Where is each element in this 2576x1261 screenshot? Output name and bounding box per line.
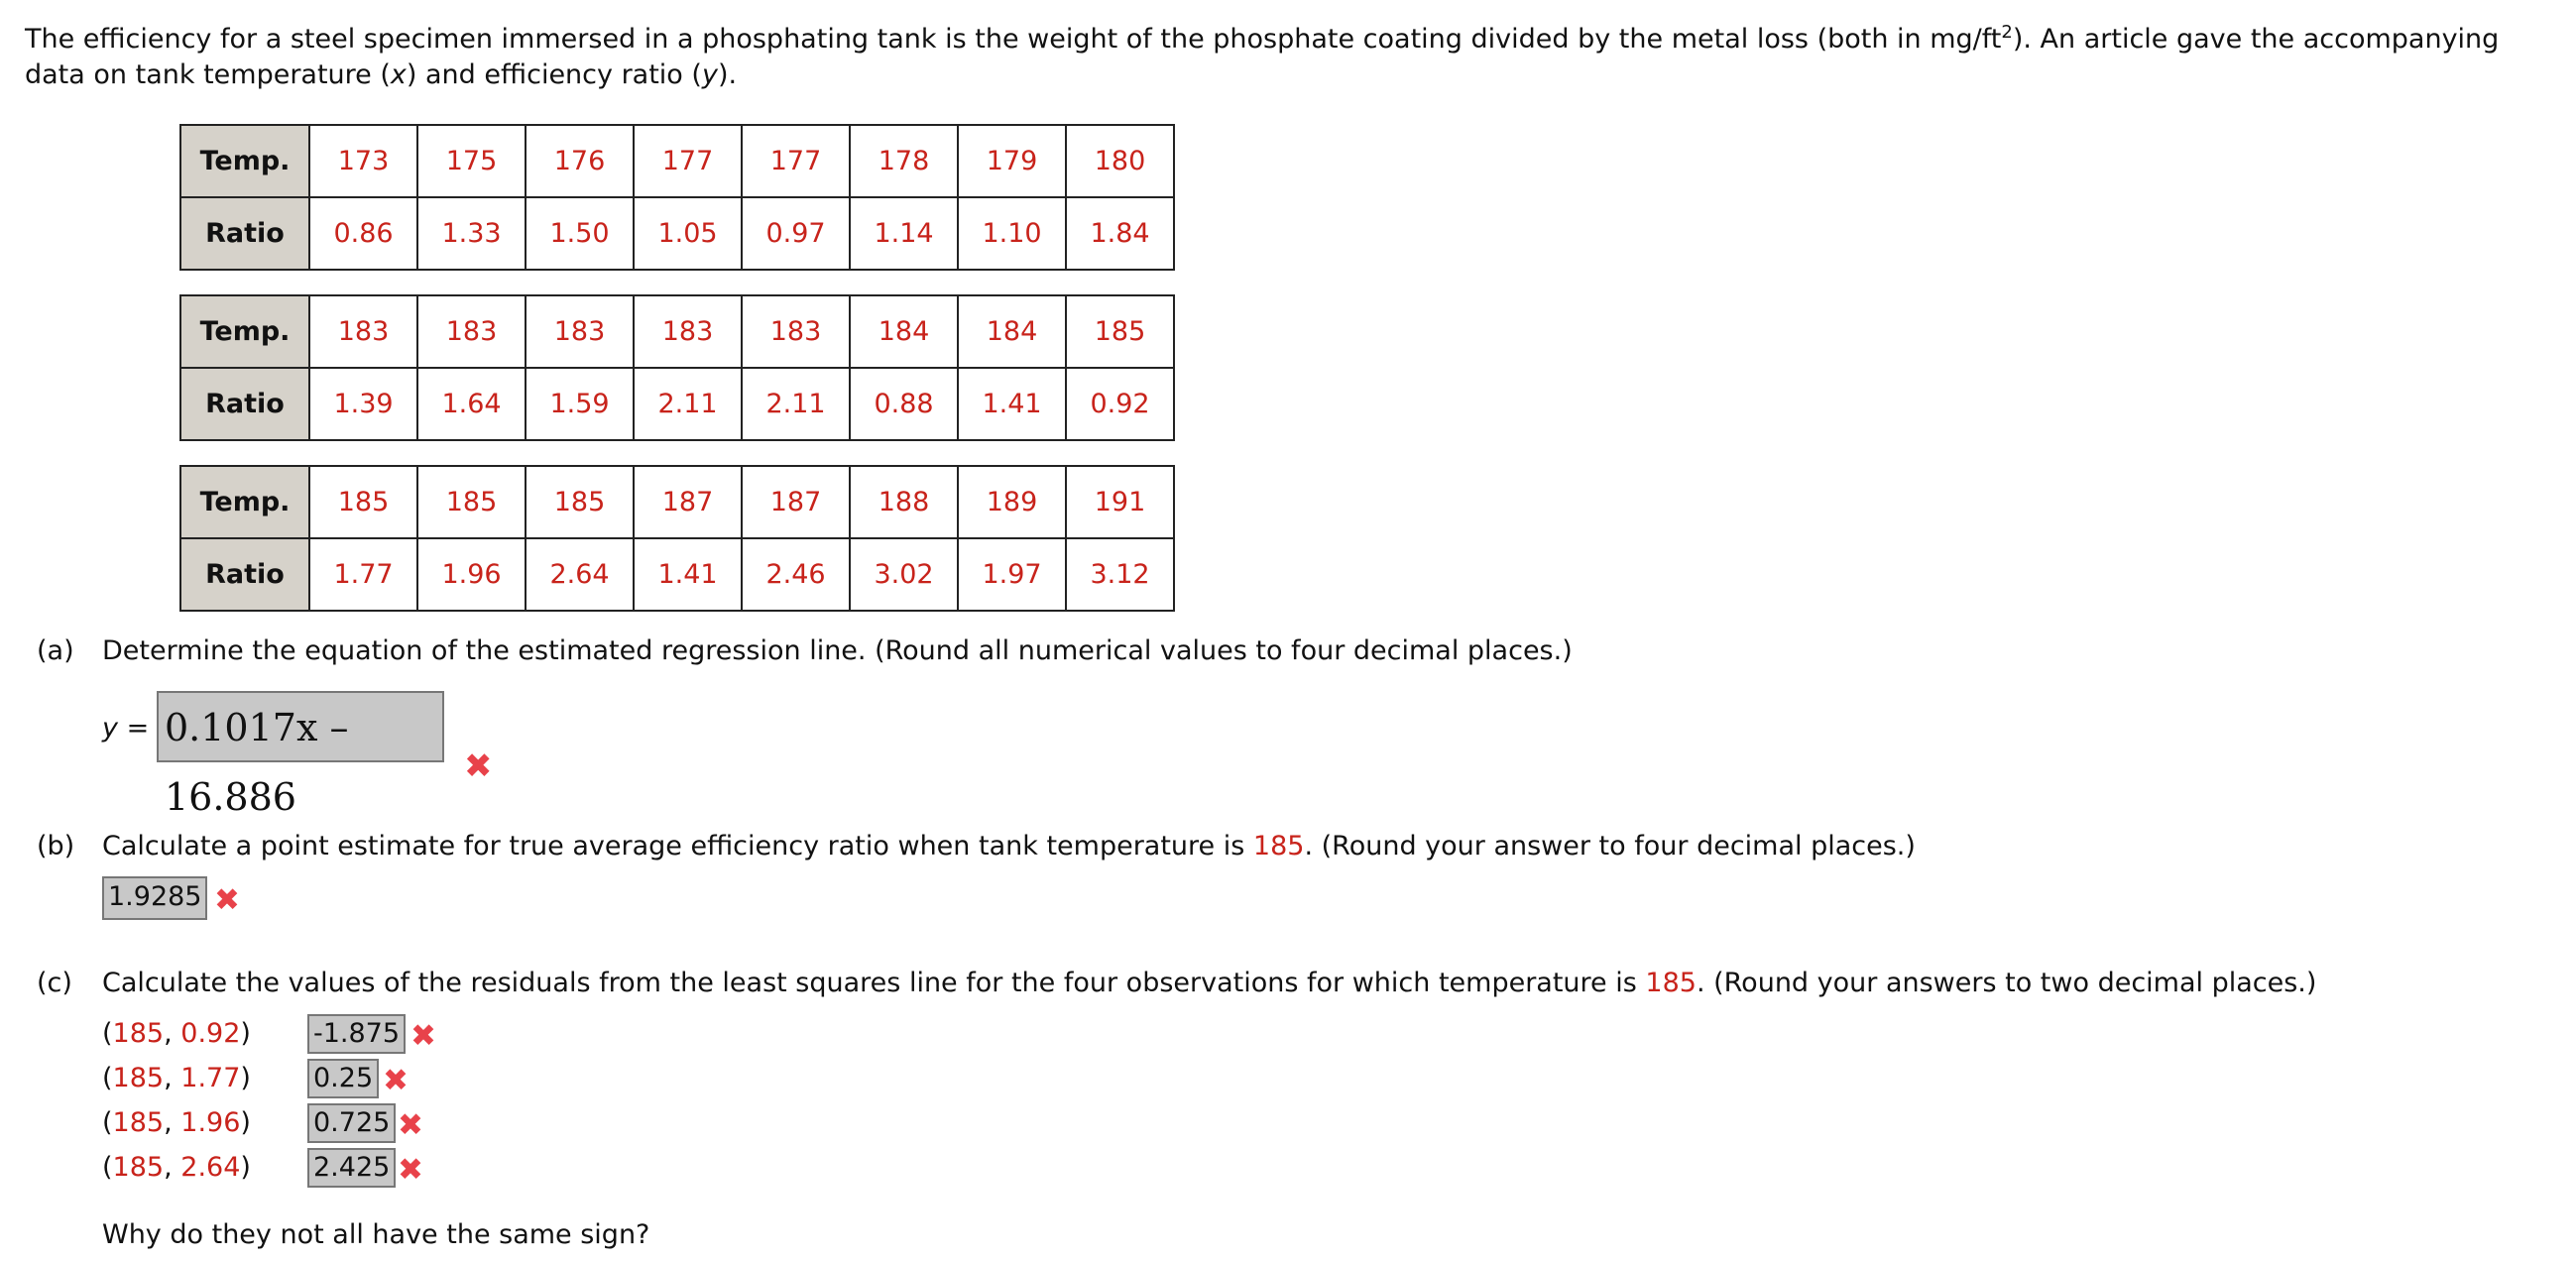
temp-cell: 183: [742, 295, 850, 368]
why-question: Why do they not all have the same sign?: [102, 1219, 650, 1250]
temp-cell: 185: [417, 466, 526, 538]
question-tag: (a): [37, 635, 74, 666]
question-text: Calculate the values of the residuals from the least squares line for the four observations for which temperature is: [102, 968, 1646, 998]
ratio-cell: 0.88: [850, 368, 958, 440]
ratio-row: [180, 538, 1174, 611]
intro-text: ). An article gave the accompanying data on tank temperature (: [25, 24, 2500, 90]
temp-cell: 185: [526, 466, 634, 538]
temp-cell: 183: [309, 295, 417, 368]
ratio-row-header: Ratio: [180, 538, 309, 611]
residual-answer[interactable]: -1.875: [307, 1014, 406, 1054]
intro-text: ) and efficiency ratio (: [406, 59, 702, 90]
temp-row: [180, 466, 1174, 538]
temp-cell: 184: [958, 295, 1066, 368]
incorrect-x-icon: ✖: [464, 746, 493, 786]
temp-row: [180, 295, 1174, 368]
ratio-cell: 0.97: [742, 197, 850, 270]
incorrect-x-icon: ✖: [383, 1063, 409, 1098]
regression-equation-answer[interactable]: 0.1017x – 16.886: [157, 691, 444, 762]
ratio-cell: 1.41: [634, 538, 742, 611]
incorrect-x-icon: ✖: [398, 1107, 423, 1143]
ratio-row-header: Ratio: [180, 197, 309, 270]
temp-cell: 184: [850, 295, 958, 368]
ratio-row-header: Ratio: [180, 368, 309, 440]
residual-answer[interactable]: 2.425: [307, 1148, 396, 1188]
question-tag: (b): [37, 831, 75, 861]
problem-statement: [25, 22, 2563, 93]
temp-cell: 179: [958, 125, 1066, 197]
temp-cell: 185: [1066, 295, 1174, 368]
variable-y: y: [701, 59, 718, 90]
ratio-row: [180, 368, 1174, 440]
observation-point: (185, 1.77): [102, 1063, 251, 1093]
question-c: [37, 968, 2316, 998]
ratio-row: [180, 197, 1174, 270]
temp-row-header: Temp.: [180, 466, 309, 538]
temp-cell: 176: [526, 125, 634, 197]
ratio-cell: 1.50: [526, 197, 634, 270]
ratio-cell: 0.92: [1066, 368, 1174, 440]
incorrect-x-icon: ✖: [410, 1018, 436, 1054]
question-a: [37, 635, 1573, 666]
ratio-cell: 1.41: [958, 368, 1066, 440]
temp-cell: 187: [634, 466, 742, 538]
temp-cell: 178: [850, 125, 958, 197]
temp-cell: 188: [850, 466, 958, 538]
temp-cell: 177: [634, 125, 742, 197]
equals-sign: =: [117, 713, 150, 744]
temp-row-header: Temp.: [180, 295, 309, 368]
temp-cell: 183: [634, 295, 742, 368]
temp-cell: 189: [958, 466, 1066, 538]
ratio-cell: 1.14: [850, 197, 958, 270]
temp-cell: 183: [526, 295, 634, 368]
temp-cell: 187: [742, 466, 850, 538]
temperature-value: 185: [1645, 968, 1697, 998]
residual-answer[interactable]: 0.25: [307, 1059, 379, 1098]
variable-y: y: [102, 713, 118, 744]
ratio-cell: 1.05: [634, 197, 742, 270]
temp-cell: 175: [417, 125, 526, 197]
point-estimate-answer[interactable]: 1.9285: [102, 876, 207, 920]
ratio-cell: 1.84: [1066, 197, 1174, 270]
ratio-cell: 3.12: [1066, 538, 1174, 611]
ratio-cell: 2.11: [634, 368, 742, 440]
question-text: Calculate a point estimate for true average efficiency ratio when tank temperature is: [102, 831, 1253, 861]
ratio-cell: 2.11: [742, 368, 850, 440]
incorrect-x-icon: ✖: [214, 882, 240, 918]
observation-point: (185, 2.64): [102, 1152, 251, 1183]
ratio-cell: 2.46: [742, 538, 850, 611]
question-text: . (Round your answer to four decimal places.): [1304, 831, 1916, 861]
data-table-3: [179, 465, 1175, 612]
ratio-cell: 0.86: [309, 197, 417, 270]
ratio-cell: 1.39: [309, 368, 417, 440]
ratio-cell: 1.96: [417, 538, 526, 611]
temp-row: [180, 125, 1174, 197]
intro-text: ).: [717, 59, 738, 90]
temperature-value: 185: [1252, 831, 1305, 861]
incorrect-x-icon: ✖: [398, 1152, 423, 1188]
ratio-cell: 1.97: [958, 538, 1066, 611]
temp-cell: 177: [742, 125, 850, 197]
ratio-cell: 1.10: [958, 197, 1066, 270]
question-text: . (Round your answers to two decimal places.): [1696, 968, 2317, 998]
ratio-cell: 1.77: [309, 538, 417, 611]
ratio-cell: 1.59: [526, 368, 634, 440]
variable-x: x: [390, 59, 407, 90]
intro-text: The efficiency for a steel specimen immersed in a phosphating tank is the weight of the phosphate coating divided by the metal loss (both in mg/ft: [25, 24, 2002, 55]
ratio-cell: 1.33: [417, 197, 526, 270]
ratio-cell: 2.64: [526, 538, 634, 611]
temp-cell: 173: [309, 125, 417, 197]
question-text: Determine the equation of the estimated regression line. (Round all numerical values to four decimal places.): [102, 635, 1573, 666]
temp-cell: 180: [1066, 125, 1174, 197]
temp-row-header: Temp.: [180, 125, 309, 197]
temp-cell: 191: [1066, 466, 1174, 538]
ratio-cell: 3.02: [850, 538, 958, 611]
observation-point: (185, 1.96): [102, 1107, 251, 1138]
temp-cell: 185: [309, 466, 417, 538]
data-table-2: [179, 294, 1175, 441]
y-equals-label: [102, 713, 149, 744]
observation-point: (185, 0.92): [102, 1018, 251, 1049]
temp-cell: 183: [417, 295, 526, 368]
data-table-1: [179, 124, 1175, 271]
question-tag: (c): [37, 968, 72, 998]
question-b: [37, 831, 1916, 861]
ratio-cell: 1.64: [417, 368, 526, 440]
superscript: 2: [2001, 22, 2013, 43]
residual-answer[interactable]: 0.725: [307, 1103, 396, 1143]
